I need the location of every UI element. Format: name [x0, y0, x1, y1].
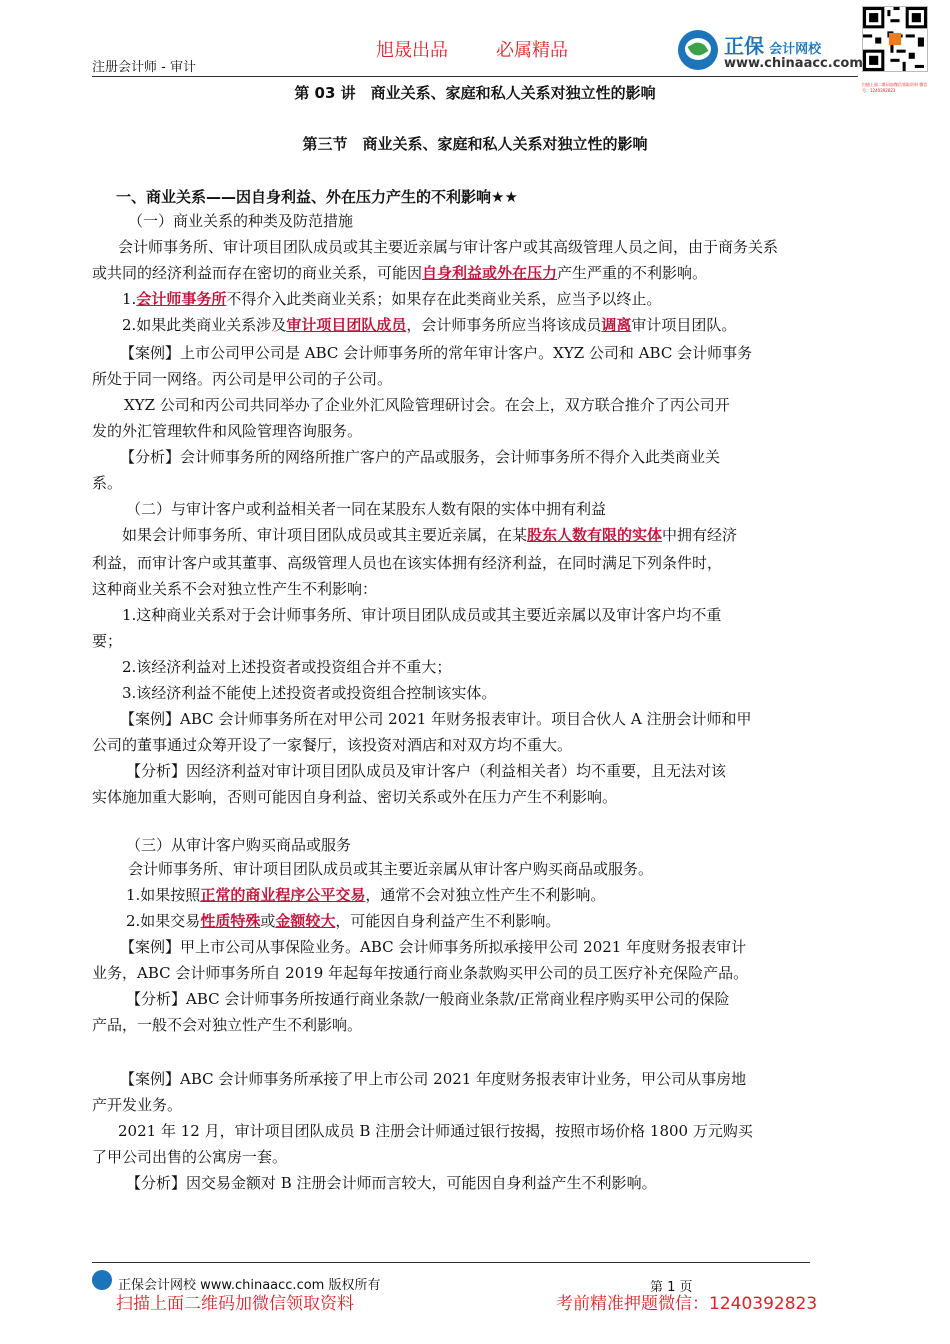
- condition-1b: 要；: [92, 632, 123, 650]
- paragraph-3: 会计师事务所、审计项目团队成员或其主要近亲属从审计客户购买商品或服务。: [128, 860, 654, 878]
- subheading-3: （三）从审计客户购买商品或服务: [126, 836, 352, 854]
- item-2: [122, 314, 890, 336]
- qr-code-icon[interactable]: [862, 6, 928, 72]
- footer-divider: [92, 1262, 810, 1263]
- case-3b: 业务，ABC 会计师事务所自 2019 年起每年按通行商业条款购买甲公司的员工医疗补充保险产品。: [92, 964, 749, 982]
- highlight-reassign: 调离: [601, 316, 632, 334]
- rule-2: [126, 910, 894, 932]
- analysis-3a: 【分析】ABC 会计师事务所按通行商业条款/一般商业条款/正常商业程序购买甲公司的保险: [126, 990, 730, 1008]
- text: 不得介入此类商业关系；如果存在此类商业关系，应当予以终止。: [226, 290, 662, 308]
- item-1: [122, 288, 890, 310]
- header-slogan-a: 旭晟出品: [376, 40, 448, 61]
- text: 2.如果交易: [126, 912, 201, 930]
- text: 1.如果按照: [126, 886, 201, 904]
- analysis-2a: 【分析】因经济利益对审计项目团队成员及审计客户（利益相关者）均不重要，且无法对该: [126, 762, 727, 780]
- highlight-normal-procedure: 正常的商业程序公平交易: [200, 886, 366, 904]
- case-2b: 公司的董事通过众筹开设了一家餐厅，该投资对酒店和对双方均不重大。: [92, 736, 573, 754]
- subheading-1: （一）商业关系的种类及防范措施: [128, 212, 354, 230]
- highlight-firm: 会计师事务所: [136, 290, 227, 308]
- paragraph-1b: [92, 262, 860, 284]
- case-2a: 【案例】ABC 会计师事务所在对甲公司 2021 年财务报表审计。项目合伙人 A 注册会计师和甲: [120, 710, 752, 728]
- text: 中拥有经济: [662, 526, 738, 544]
- rule-1: [126, 884, 894, 906]
- text: 审计项目团队。: [631, 316, 737, 334]
- analysis-4: 【分析】因交易金额对 B 注册会计师而言较大，可能因自身利益产生不利影响。: [126, 1174, 657, 1192]
- highlight-limited-shareholders: 股东人数有限的实体: [527, 526, 663, 544]
- footer-copyright: 正保会计网校 www.chinaacc.com 版权所有: [118, 1278, 381, 1293]
- text: 或: [260, 912, 276, 930]
- paragraph-2a: [122, 524, 890, 546]
- header-divider: [92, 76, 858, 77]
- paragraph-2b: 利益，而审计客户或其董事、高级管理人员也在该实体拥有经济利益，在同时满足下列条件时，: [92, 554, 723, 572]
- case-4b: 产开发业务。: [92, 1096, 183, 1114]
- text: 产生严重的不利影响。: [557, 264, 708, 282]
- brand-footer-icon: [92, 1270, 112, 1290]
- text: 或共同的经济利益而存在密切的商业关系，可能因: [92, 264, 423, 282]
- brand-url: www.chinaacc.com: [724, 56, 863, 71]
- text: 如果会计师事务所、审计项目团队成员或其主要近亲属，在某: [122, 526, 528, 544]
- case-1a: 【案例】上市公司甲公司是 ABC 会计师事务所的常年审计客户。XYZ 公司和 ABC 会计师事务: [120, 344, 753, 362]
- highlight-team-member: 审计项目团队成员: [286, 316, 407, 334]
- subheading-2: （二）与审计客户或利益相关者一同在某股东人数有限的实体中拥有利益: [126, 500, 607, 518]
- analysis-1b: 系。: [92, 474, 123, 492]
- header-slogan-b: 必属精品: [496, 40, 568, 61]
- analysis-1a: 【分析】会计师事务所的网络所推广客户的产品或服务，会计师事务所不得介入此类商业关: [120, 448, 721, 466]
- highlight-self-interest: 自身利益或外在压力: [422, 264, 558, 282]
- qr-caption: 扫描上面二维码加微信领取资料 微信号：1240392823: [862, 82, 928, 93]
- analysis-2b: 实体施加重大影响，否则可能因自身利益、密切关系或外在压力产生不利影响。: [92, 788, 618, 806]
- text: ，可能因自身利益产生不利影响。: [335, 912, 561, 930]
- condition-2: 2.该经济利益对上述投资者或投资组合并不重大；: [122, 658, 452, 676]
- footer-promo-left: 扫描上面二维码加微信领取资料: [116, 1294, 354, 1314]
- text: 2.如果此类商业关系涉及: [122, 316, 287, 334]
- paragraph-2c: 这种商业关系不会对独立性产生不利影响：: [92, 580, 378, 598]
- section-title: 第三节 商业关系、家庭和私人关系对独立性的影响: [302, 135, 648, 153]
- brand-name: 正保: [724, 34, 764, 58]
- case-3a: 【案例】甲上市公司从事保险业务。ABC 会计师事务所拟承接甲公司 2021 年度财务报表审计: [120, 938, 747, 956]
- text: ，通常不会对独立性产生不利影响。: [365, 886, 606, 904]
- case-1d: 发的外汇管理软件和风险管理咨询服务。: [92, 422, 363, 440]
- page-number: 第 1 页: [650, 1280, 693, 1295]
- brand-sub: 会计网校: [769, 42, 822, 57]
- text: ，会计师事务所应当将该成员: [406, 316, 602, 334]
- case-1c: XYZ 公司和丙公司共同举办了企业外汇风险管理研讨会。在会上，双方联合推介了丙公司开: [124, 396, 730, 414]
- case-1b: 所处于同一网络。丙公司是甲公司的子公司。: [92, 370, 393, 388]
- highlight-special-nature: 性质特殊: [200, 912, 261, 930]
- brand-logo-text: [724, 30, 821, 59]
- analysis-3b: 产品，一般不会对独立性产生不利影响。: [92, 1016, 363, 1034]
- heading-business-relationship: 一、商业关系——因自身利益、外在压力产生的不利影响★★: [116, 188, 518, 206]
- text: 1.: [122, 290, 137, 308]
- case-4d: 了甲公司出售的公寓房一套。: [92, 1148, 288, 1166]
- paragraph-1a: 会计师事务所、审计项目团队成员或其主要近亲属与审计客户或其高级管理人员之间，由于商务关系: [118, 238, 779, 256]
- highlight-large-amount: 金额较大: [275, 912, 336, 930]
- condition-3: 3.该经济利益不能使上述投资者或投资组合控制该实体。: [122, 684, 497, 702]
- case-4a: 【案例】ABC 会计师事务所承接了甲上市公司 2021 年度财务报表审计业务，甲公司从事房地: [120, 1070, 747, 1088]
- header-course: 注册会计师 - 审计: [92, 60, 196, 75]
- condition-1a: 1.这种商业关系对于会计师事务所、审计项目团队成员或其主要近亲属以及审计客户均不重: [122, 606, 722, 624]
- case-4c: 2021 年 12 月，审计项目团队成员 B 注册会计师通过银行按揭，按照市场价格 1800 万元购买: [118, 1122, 753, 1140]
- lecture-title: 第 03 讲 商业关系、家庭和私人关系对独立性的影响: [294, 84, 656, 102]
- footer-promo-right: 考前精准押题微信：1240392823: [556, 1294, 818, 1314]
